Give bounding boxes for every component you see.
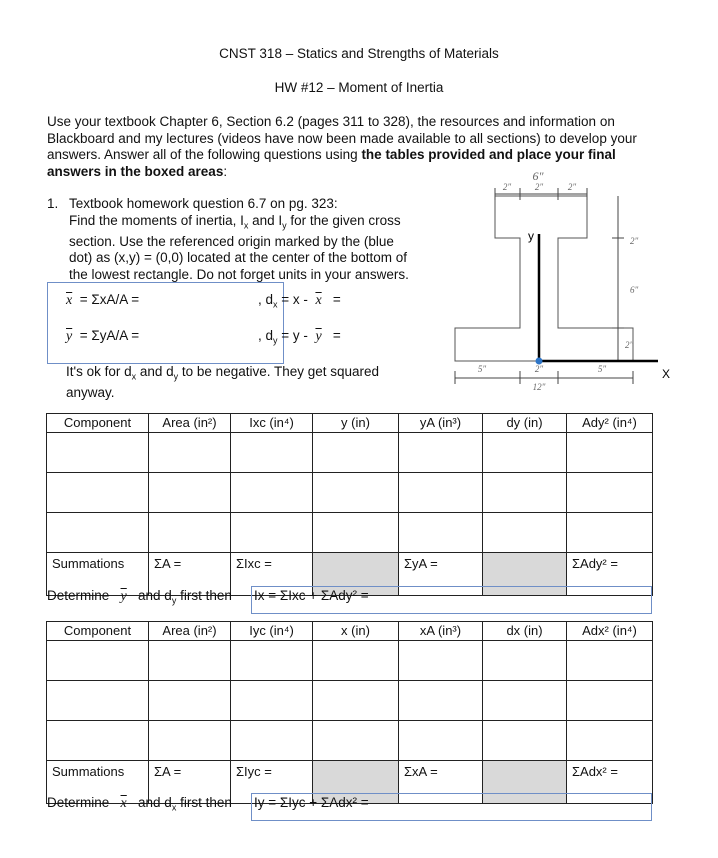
table-row (47, 721, 653, 761)
question-line: the lowest rectangle. Do not forget units in your answers. (69, 266, 409, 282)
col-header: Adx² (in⁴) (567, 622, 653, 641)
dim-label: 2" (534, 364, 544, 374)
ix-equation: Ix = ΣIxc + ΣAdy² = (254, 588, 369, 603)
col-header: Ixc (in⁴) (231, 414, 313, 433)
question-line: Textbook homework question 6.7 on pg. 323: (69, 196, 338, 211)
ybar-formula: $\overline{y} = \Sigma yA/A$ = (66, 328, 140, 344)
dim-top-label: 6" (532, 169, 544, 183)
xbar-formula: $\overline{x} = \Sigma xA/A$ = (66, 292, 140, 308)
sum-i-cell[interactable]: ΣIyc = (231, 761, 313, 804)
col-header: Component (47, 414, 149, 433)
sum-xa-cell[interactable]: ΣxA = (399, 761, 483, 804)
intro-bold: the tables provided and place your final answers in the boxed areas (47, 147, 616, 179)
col-header: Area (in²) (149, 414, 231, 433)
determine-1: Determine $\overline{y}$ and $d_y$ first then (47, 588, 232, 606)
col-header: Component (47, 622, 149, 641)
col-header: y (in) (313, 414, 399, 433)
determine-2: Determine $\overline{x}$ and $d_x$ first then (47, 795, 232, 813)
dim-label: 5" (477, 364, 487, 374)
col-header: xA (in³) (399, 622, 483, 641)
sum-area-cell[interactable]: ΣA = (149, 761, 231, 804)
table-row (47, 433, 653, 473)
question-number: 1. (47, 196, 59, 211)
dim-label: 6" (630, 285, 639, 295)
dy-formula: , $d_y = y - \overline{y}$ = (258, 328, 341, 346)
question-line: Find the moments of inertia, $I_x$ and $I_y$ for the given cross (69, 212, 401, 231)
table-row (47, 681, 653, 721)
dim-label: 2" (502, 182, 512, 192)
col-header: dx (in) (483, 622, 567, 641)
course-title: CNST 318 – Statics and Strengths of Materials (219, 46, 499, 61)
question-line: dot) as (x,y) = (0,0) located at the center of the bottom of (69, 250, 408, 266)
iy-equation: Iy = ΣIyc + ΣAdx² = (254, 795, 369, 810)
sum-i-cell[interactable]: ΣIxc = (231, 553, 313, 596)
table-header-row (47, 622, 653, 641)
table-row (47, 473, 653, 513)
summation-label: Summations (47, 553, 149, 596)
dim-label: 2" (630, 236, 639, 246)
note-text: It's ok for $d_x$ and $d_y$ to be negative. They get squared anyway. (66, 364, 380, 401)
cross-section-figure (440, 168, 675, 406)
table-moment-y (46, 621, 653, 804)
col-header: x (in) (313, 622, 399, 641)
table-moment-x (46, 413, 653, 596)
summation-label: Summations (47, 761, 149, 804)
question-line: section. Use the referenced origin marked by the (blue (69, 233, 394, 249)
sum-area-cell[interactable]: ΣA = (149, 553, 231, 596)
col-header: Iyc (in⁴) (231, 622, 313, 641)
dim-label: 5" (597, 364, 607, 374)
question-text (69, 196, 439, 283)
col-header: Area (in²) (149, 622, 231, 641)
table-row (47, 513, 653, 553)
col-header: yA (in³) (399, 414, 483, 433)
col-header: dy (in) (483, 414, 567, 433)
hw-title: HW #12 – Moment of Inertia (274, 80, 444, 95)
dx-formula: , $d_x = x - \overline{x}$ = (258, 292, 341, 310)
y-axis-label: y (528, 229, 534, 243)
sum-ya-cell[interactable]: ΣyA = (399, 553, 483, 596)
intro-text: Use your textbook Chapter 6, Section 6.2 (pages 311 to 328), the resources and information on Blackboard and my lectures (videos have now been made available to all sections) to develop your answers. Answer all of the following questions using (47, 114, 637, 162)
dim-label: 2" (534, 182, 544, 192)
table-header-row (47, 414, 653, 433)
x-axis-label: X (662, 367, 671, 381)
table-row (47, 641, 653, 681)
sum-ad-cell[interactable]: ΣAdx² = (567, 761, 653, 804)
sum-ad-cell[interactable]: ΣAdy² = (567, 553, 653, 596)
dim-label: 2" (567, 182, 577, 192)
dim-label: 2" (625, 340, 634, 350)
intro-end: : (223, 163, 228, 179)
col-header: Ady² (in⁴) (567, 414, 653, 433)
dim-label: 12" (532, 382, 546, 392)
